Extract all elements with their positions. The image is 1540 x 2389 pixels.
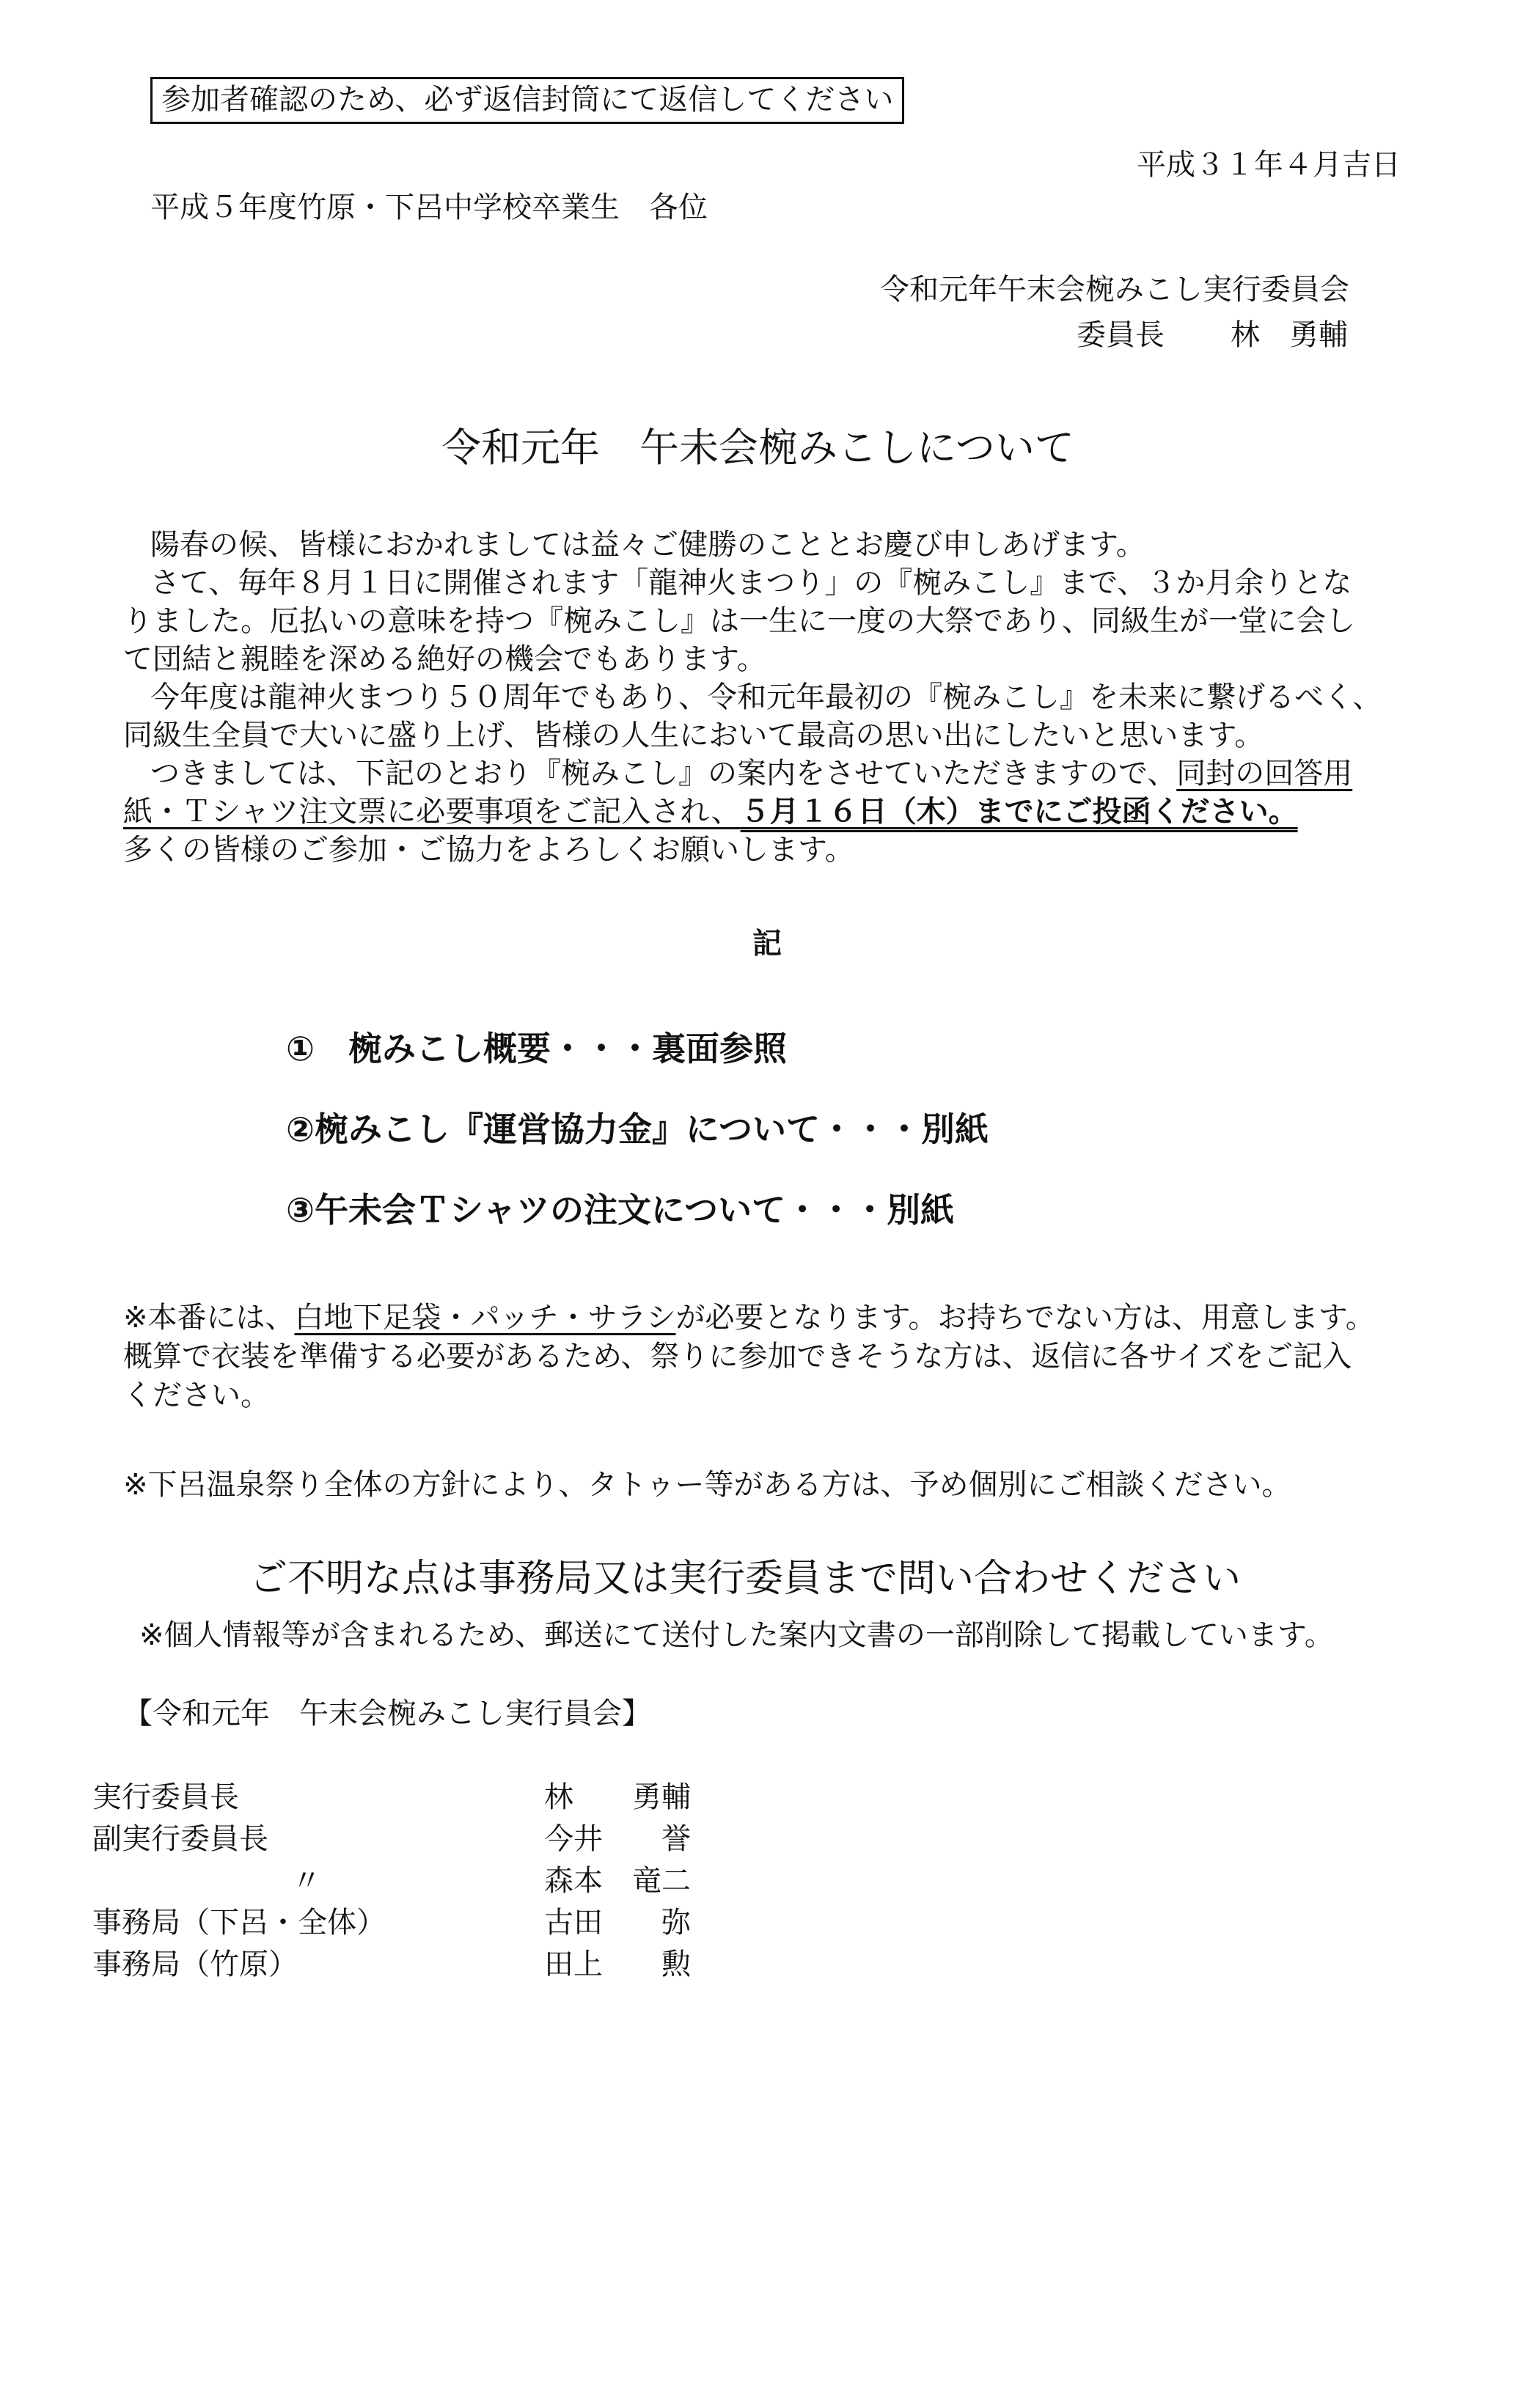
ki-heading: 記 xyxy=(752,927,782,961)
body-paragraph-2-line-2: りました。厄払いの意味を持つ『椀みこし』は一生に一度の大祭であり、同級生が一堂に会し xyxy=(123,604,1355,638)
note-costume-suffix: が必要となります。お持ちでない方は、用意します。 xyxy=(675,1301,1375,1335)
addressee: 平成５年度竹原・下呂中学校卒業生 各位 xyxy=(150,191,708,224)
return-notice-box xyxy=(150,77,904,124)
body-paragraph-4-line-1-text: つきましては、下記のとおり『椀みこし』の案内をさせていただきますので、 xyxy=(150,757,1177,790)
note-costume-items: 白地下足袋・パッチ・サラシ xyxy=(294,1301,676,1335)
roster-role: 事務局（竹原） xyxy=(92,1948,298,1981)
privacy-notice: ※個人情報等が含まれるため、郵送にて送付した案内文書の一部削除して掲載しています。 xyxy=(139,1618,1334,1652)
body-paragraph-2-line-1: さて、毎年８月１日に開催されます「龍神火まつり」の『椀みこし』まで、３か月余りとな xyxy=(150,566,1352,600)
roster-title: 【令和元年 午末会椀みこし実行員会】 xyxy=(123,1697,651,1731)
roster-name: 林 勇輔 xyxy=(544,1780,691,1814)
body-paragraph-4-line-2 xyxy=(123,793,1298,830)
note-costume-line-2: 概算で衣装を準備する必要があるため、祭りに参加できそうな方は、返信に各サイズをご記入 xyxy=(123,1340,1352,1373)
closing-contact-message: ご不明な点は事務局又は実行委員まで問い合わせください xyxy=(249,1557,1242,1601)
roster-role: 実行委員長 xyxy=(92,1780,239,1814)
body-paragraph-2-line-3: て団結と親睦を深める絶好の機会でもあります。 xyxy=(123,642,766,676)
roster-role-ditto: 〃 xyxy=(292,1864,321,1898)
note-costume-line-1 xyxy=(123,1299,1375,1336)
roster-name: 古田 弥 xyxy=(544,1906,691,1940)
body-paragraph-4-line-1 xyxy=(150,755,1352,792)
body-paragraph-3-line-2: 同級生全員で大いに盛り上げ、皆様の人生において最高の思い出にしたいと思います。 xyxy=(123,719,1264,752)
return-notice-text: 参加者確認のため、必ず返信封筒にて返信してください xyxy=(161,83,894,117)
sender-chair-name: 林 勇輔 xyxy=(1231,318,1348,352)
deadline-emphasis: ５月１６日（木）までにご投函ください。 xyxy=(740,795,1298,829)
roster-name: 森本 竜二 xyxy=(544,1864,691,1898)
enclosed-form-emphasis: 同封の回答用 xyxy=(1176,757,1353,790)
sender-chair-title: 委員長 xyxy=(1077,318,1165,352)
page-title: 令和元年 午未会椀みこしについて xyxy=(441,425,1074,471)
roster-role: 副実行委員長 xyxy=(92,1822,268,1856)
roster-role: 事務局（下呂・全体） xyxy=(92,1906,386,1940)
body-paragraph-5: 多くの皆様のご参加・ご協力をよろしくお願いします。 xyxy=(123,833,854,867)
body-paragraph-3-line-1: 今年度は龍神火まつり５０周年でもあり、令和元年最初の『椀みこし』を未来に繋げるべく、 xyxy=(150,680,1382,714)
form-instruction-emphasis: 紙・Ｔシャツ注文票に必要事項をご記入され、 xyxy=(123,795,741,829)
roster-name: 田上 勲 xyxy=(544,1948,691,1981)
issue-date: 平成３１年４月吉日 xyxy=(1137,148,1401,182)
note-tattoo: ※下呂温泉祭り全体の方針により、タトゥー等がある方は、予め個別にご相談ください。 xyxy=(123,1468,1291,1502)
body-paragraph-1: 陽春の候、皆様におかれましては益々ご健勝のこととお慶び申しあげます。 xyxy=(150,528,1145,562)
sender-organization: 令和元年午末会椀みこし実行委員会 xyxy=(880,273,1349,307)
note-costume-prefix: ※本番には、 xyxy=(123,1301,295,1335)
list-item-tshirt-order: ③午未会Ｔシャツの注文について・・・別紙 xyxy=(286,1190,955,1230)
list-item-contribution: ②椀みこし『運営協力金』について・・・別紙 xyxy=(286,1109,989,1149)
note-costume-line-3: ください。 xyxy=(123,1379,270,1412)
roster-name: 今井 誉 xyxy=(544,1822,691,1856)
list-item-overview: ① 椀みこし概要・・・裏面参照 xyxy=(286,1029,787,1068)
